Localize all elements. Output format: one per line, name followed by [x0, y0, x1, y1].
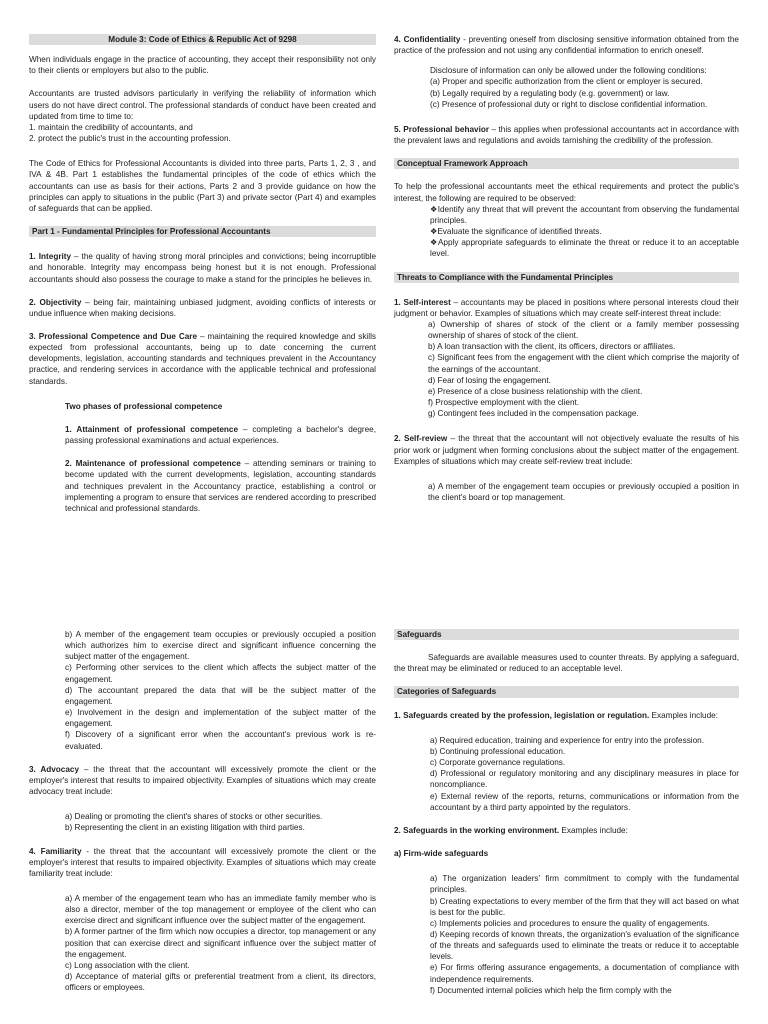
- competence-paragraph: [29, 331, 376, 387]
- advocacy-item: a) Dealing or promoting the client's shares of stocks or other securities.: [65, 812, 323, 822]
- phase1-paragraph: [29, 424, 376, 446]
- disclosure-item: (c) Presence of professional duty or right to disclose confidential information.: [430, 99, 708, 109]
- module-heading: Module 3: Code of Ethics & Republic Act of 9298: [29, 34, 376, 45]
- behavior-paragraph: [394, 124, 739, 146]
- familiarity-text: - the threat that the accountant will excessively promote the client or the employer's interest that results to impaired objectivity. Examples of situations which may create familiarity treat include:: [29, 846, 376, 878]
- safeguards-paragraph: Safeguards are available measures used to counter threats. By applying a safeguard, the threat may be eliminated or reduced to an acceptable level.: [394, 653, 739, 674]
- behavior-title: 5. Professional behavior: [394, 124, 490, 134]
- self-interest-list: [394, 319, 739, 419]
- self-review-item: a) A member of the engagement team occupies or previously occupied a position in the client's board or top management.: [428, 481, 739, 502]
- intro-paragraph-1: When individuals engage in the practice of accounting, they accept their responsibility not only to their clients or employers but also to the public.: [29, 55, 376, 76]
- objectivity-paragraph: [29, 297, 376, 319]
- self-interest-item: d) Fear of losing the engagement.: [428, 375, 551, 385]
- self-review-item: c) Performing other services to the client which affects the subject matter of the engagement.: [65, 663, 376, 684]
- cfa-list: [394, 204, 739, 260]
- intro-paragraph-2: Accountants are trusted advisors particularly in verifying the reliability of information which users do not have direct control. The professional standards of conduct have been created and updated from time to time to:: [29, 89, 376, 121]
- intro-list-item: 2. protect the public's trust in the accounting profession.: [29, 134, 231, 144]
- category1-list: [394, 735, 739, 813]
- advocacy-list: [29, 811, 376, 833]
- integrity-title: 1. Integrity: [29, 252, 72, 262]
- cfa-list-item: ❖ Identify any threat that will prevent the accountant from observing the fundamental principles.: [430, 204, 739, 226]
- integrity-paragraph: [29, 251, 376, 284]
- self-interest-item: b) A loan transaction with the client, its officers, directors or affiliates.: [428, 342, 676, 352]
- confidentiality-text: - preventing oneself from disclosing sensitive information obtained from the practice of the profession and not using any confidential information to enrich oneself.: [394, 35, 739, 56]
- familiarity-item: b) A former partner of the firm which now occupies a director, top management or any position that can exercise direct and significant influence over the subject matter of the engagement.: [65, 927, 376, 959]
- phases-heading: Two phases of professional competence: [65, 401, 223, 411]
- familiarity-title: 4. Familiarity: [29, 846, 82, 856]
- familiarity-item: a) A member of the engagement team who has an immediate family member who is also a director, member of the top management or employee of the client who can exercise direct and significant influence over the subject matter of the engagement.: [65, 893, 376, 926]
- part1-heading: Part 1 - Fundamental Principles for Professional Accountants: [29, 226, 376, 237]
- category1-paragraph: [394, 710, 739, 721]
- category1-item: e) External review of the reports, returns, communications or information from the accountant by a third party appointed by the regulators.: [430, 791, 739, 812]
- self-interest-title: 1. Self-interest: [394, 297, 451, 307]
- confidentiality-paragraph: [394, 34, 739, 56]
- safeguards-heading: Safeguards: [394, 629, 739, 640]
- phase2-title: 2. Maintenance of professional competence: [65, 459, 241, 469]
- category2-text: Examples include:: [559, 825, 628, 835]
- disclosure-item: (b) Legally required by a regulating body (e.g. government) or law.: [430, 88, 670, 98]
- self-interest-paragraph: [394, 297, 739, 319]
- self-review-cont-list: [29, 629, 376, 752]
- page1-right-column: [394, 34, 739, 503]
- firm-wide-item: b) Creating expectations to every member of the firm that they will act based on what is best for the public.: [430, 896, 739, 917]
- category1-text: Examples include:: [649, 710, 718, 720]
- phase1-text: – completing a bachelor's degree, passing professional examinations and actual experiences.: [65, 424, 376, 446]
- cfa-heading: Conceptual Framework Approach: [394, 158, 739, 169]
- confidentiality-title: 4. Confidentiality: [394, 35, 461, 44]
- page2-left-column: [29, 629, 376, 993]
- self-review-paragraph: [394, 433, 739, 466]
- advocacy-title: 3. Advocacy: [29, 764, 80, 774]
- familiarity-item: c) Long association with the client.: [65, 960, 190, 970]
- intro-list-item: 1. maintain the credibility of accountants, and: [29, 122, 193, 132]
- competence-title: 3. Professional Competence and Due Care: [29, 331, 198, 341]
- objectivity-text: – being fair, maintaining unbiased judgment, avoiding conflicts of interests or undue influence when making decisions.: [29, 297, 376, 318]
- category2-paragraph: [394, 825, 739, 836]
- firm-wide-item: a) The organization leaders' firm commitment to comply with the fundamental principles.: [430, 874, 739, 895]
- self-interest-item: f) Prospective employment with the client.: [428, 398, 580, 408]
- disclosure-intro: Disclosure of information can only be allowed under the following conditions:: [430, 66, 707, 76]
- self-interest-item: c) Significant fees from the engagement with the client which comprise the majority of the earnings of the accountant.: [428, 353, 739, 374]
- categories-heading: Categories of Safeguards: [394, 686, 739, 697]
- disclosure-item: (a) Proper and specific authorization from the client or employer is secured.: [430, 77, 703, 87]
- firm-wide-item: c) Implements policies and procedures to ensure the quality of engagements.: [430, 918, 710, 928]
- page2-right-column: [394, 629, 739, 996]
- page1-left-column: [29, 34, 376, 514]
- familiarity-list: [29, 893, 376, 993]
- firm-wide-list: [394, 873, 739, 996]
- category1-item: b) Continuing professional education.: [430, 746, 566, 756]
- self-review-item: b) A member of the engagement team occupies or previously occupied a position which authorizes him to exercise direct and significant influence concerning the subject matter of the engagement.: [65, 630, 376, 662]
- disclosure-block: [394, 65, 739, 110]
- self-interest-item: g) Contingent fees included in the compensation package.: [428, 409, 639, 419]
- phase1-title: 1. Attainment of professional competence: [65, 424, 239, 434]
- firm-wide-item: d) Keeping records of known threats, the organization's evaluation of the significance of the threats and safeguards used to eliminate the treats or reduce it to acceptable levels.: [430, 929, 739, 962]
- self-interest-text: – accountants may be placed in positions where personal interests cloud their judgment or behavior. Examples of situations which may create self-interest threat include:: [394, 297, 739, 318]
- phase2-text: – attending seminars or training to become updated with the current developments, legislation, accounting standards and techniques prevalent in the Accountancy practice, establishing a control or implementing a program to ensure that services are rendered according to prescribed technical and professional standards.: [65, 459, 376, 513]
- self-interest-item: e) Presence of a close business relationship with the client.: [428, 386, 643, 396]
- self-review-item: d) The accountant prepared the data that will be the subject matter of the engagement.: [65, 685, 376, 706]
- category2-title: 2. Safeguards in the working environment.: [394, 825, 560, 835]
- competence-text: – maintaining the required knowledge and skills expected from professional accountants, being up to date concerning the current developments, legislation, accounting standards and techniques prevalent in the Accountancy practice, and rendering services in accordance with the applicable technical and professional standards.: [29, 331, 376, 386]
- category1-item: d) Professional or regulatory monitoring and any disciplinary measures in place for noncompliance.: [430, 769, 739, 790]
- cfa-list-item: ❖ Evaluate the significance of identified threats.: [430, 226, 739, 237]
- self-review-title: 2. Self-review: [394, 434, 448, 444]
- advocacy-paragraph: [29, 764, 376, 797]
- self-interest-item: a) Ownership of shares of stock of the client or a family member possessing ownership of shares of stock of the client.: [428, 319, 739, 341]
- firm-wide-heading: a) Firm-wide safeguards: [394, 849, 489, 859]
- category1-item: c) Corporate governance regulations.: [430, 758, 566, 768]
- threats-heading: Threats to Compliance with the Fundamental Principles: [394, 272, 739, 283]
- category1-item: a) Required education, training and experience for entry into the profession.: [430, 735, 704, 745]
- firm-wide-item: f) Documented internal policies which help the firm comply with the: [430, 985, 672, 995]
- firm-wide-item: e) For firms offering assurance engagements, a documentation of compliance with independence requirements.: [430, 963, 739, 984]
- self-review-item: f) Discovery of a significant error when the accountant's previous work is re-evaluated.: [65, 730, 376, 751]
- cfa-list-item: ❖ Apply appropriate safeguards to eliminate the threat or reduce it to an acceptable level.: [430, 237, 739, 259]
- phase2-paragraph: [29, 458, 376, 514]
- advocacy-text: – the threat that the accountant will excessively promote the client or the employer's interest that results to impaired objectivity. Examples of situations which may create advocacy treat include:: [29, 764, 377, 797]
- familiarity-item: d) Acceptance of material gifts or preferential treatment from a client, its directors, officers or employees.: [65, 972, 376, 993]
- cfa-intro: To help the professional accountants meet the ethical requirements and protect the public's interest, the following are required to be observed:: [394, 182, 739, 203]
- objectivity-title: 2. Objectivity: [29, 297, 82, 307]
- familiarity-paragraph: [29, 846, 376, 879]
- self-review-item: e) Involvement in the design and implementation of the subject matter of the engagement.: [65, 708, 376, 729]
- intro-list: [29, 122, 376, 144]
- self-review-text: – the threat that the accountant will not objectively evaluate the results of his prior work or judgment when forming conclusions about the subject matter of the engagement. Examples of situations which may create self-review treat include:: [394, 434, 739, 466]
- intro-paragraph-3: The Code of Ethics for Professional Accountants is divided into three parts, Parts 1, 2, 3 , and IVA & 4B. Part 1 establishes the fundamental principles of the code of ethics which the accountants can use as basis for their actions, Parts 2 and 3 provide guidance on how the principles can apply to situations in the public (Part 3) and private sector (Part 4) and examples of safeguards that can be applied.: [29, 159, 376, 213]
- advocacy-item: b) Representing the client in an existing litigation with third parties.: [65, 823, 305, 833]
- behavior-text: – this applies when professional accountants act in accordance with the prevalent laws and regulations and avoids tarnishing the credibility of the profession.: [394, 124, 739, 146]
- category1-title: 1. Safeguards created by the profession, legislation or regulation.: [394, 710, 650, 720]
- integrity-text: – the quality of having strong moral principles and convictions; being incorruptible and honorable. Integrity may encompass being honest but it is not enough. Professional accountants should also possess the courage to make a stand for the principles he believes in.: [29, 252, 376, 284]
